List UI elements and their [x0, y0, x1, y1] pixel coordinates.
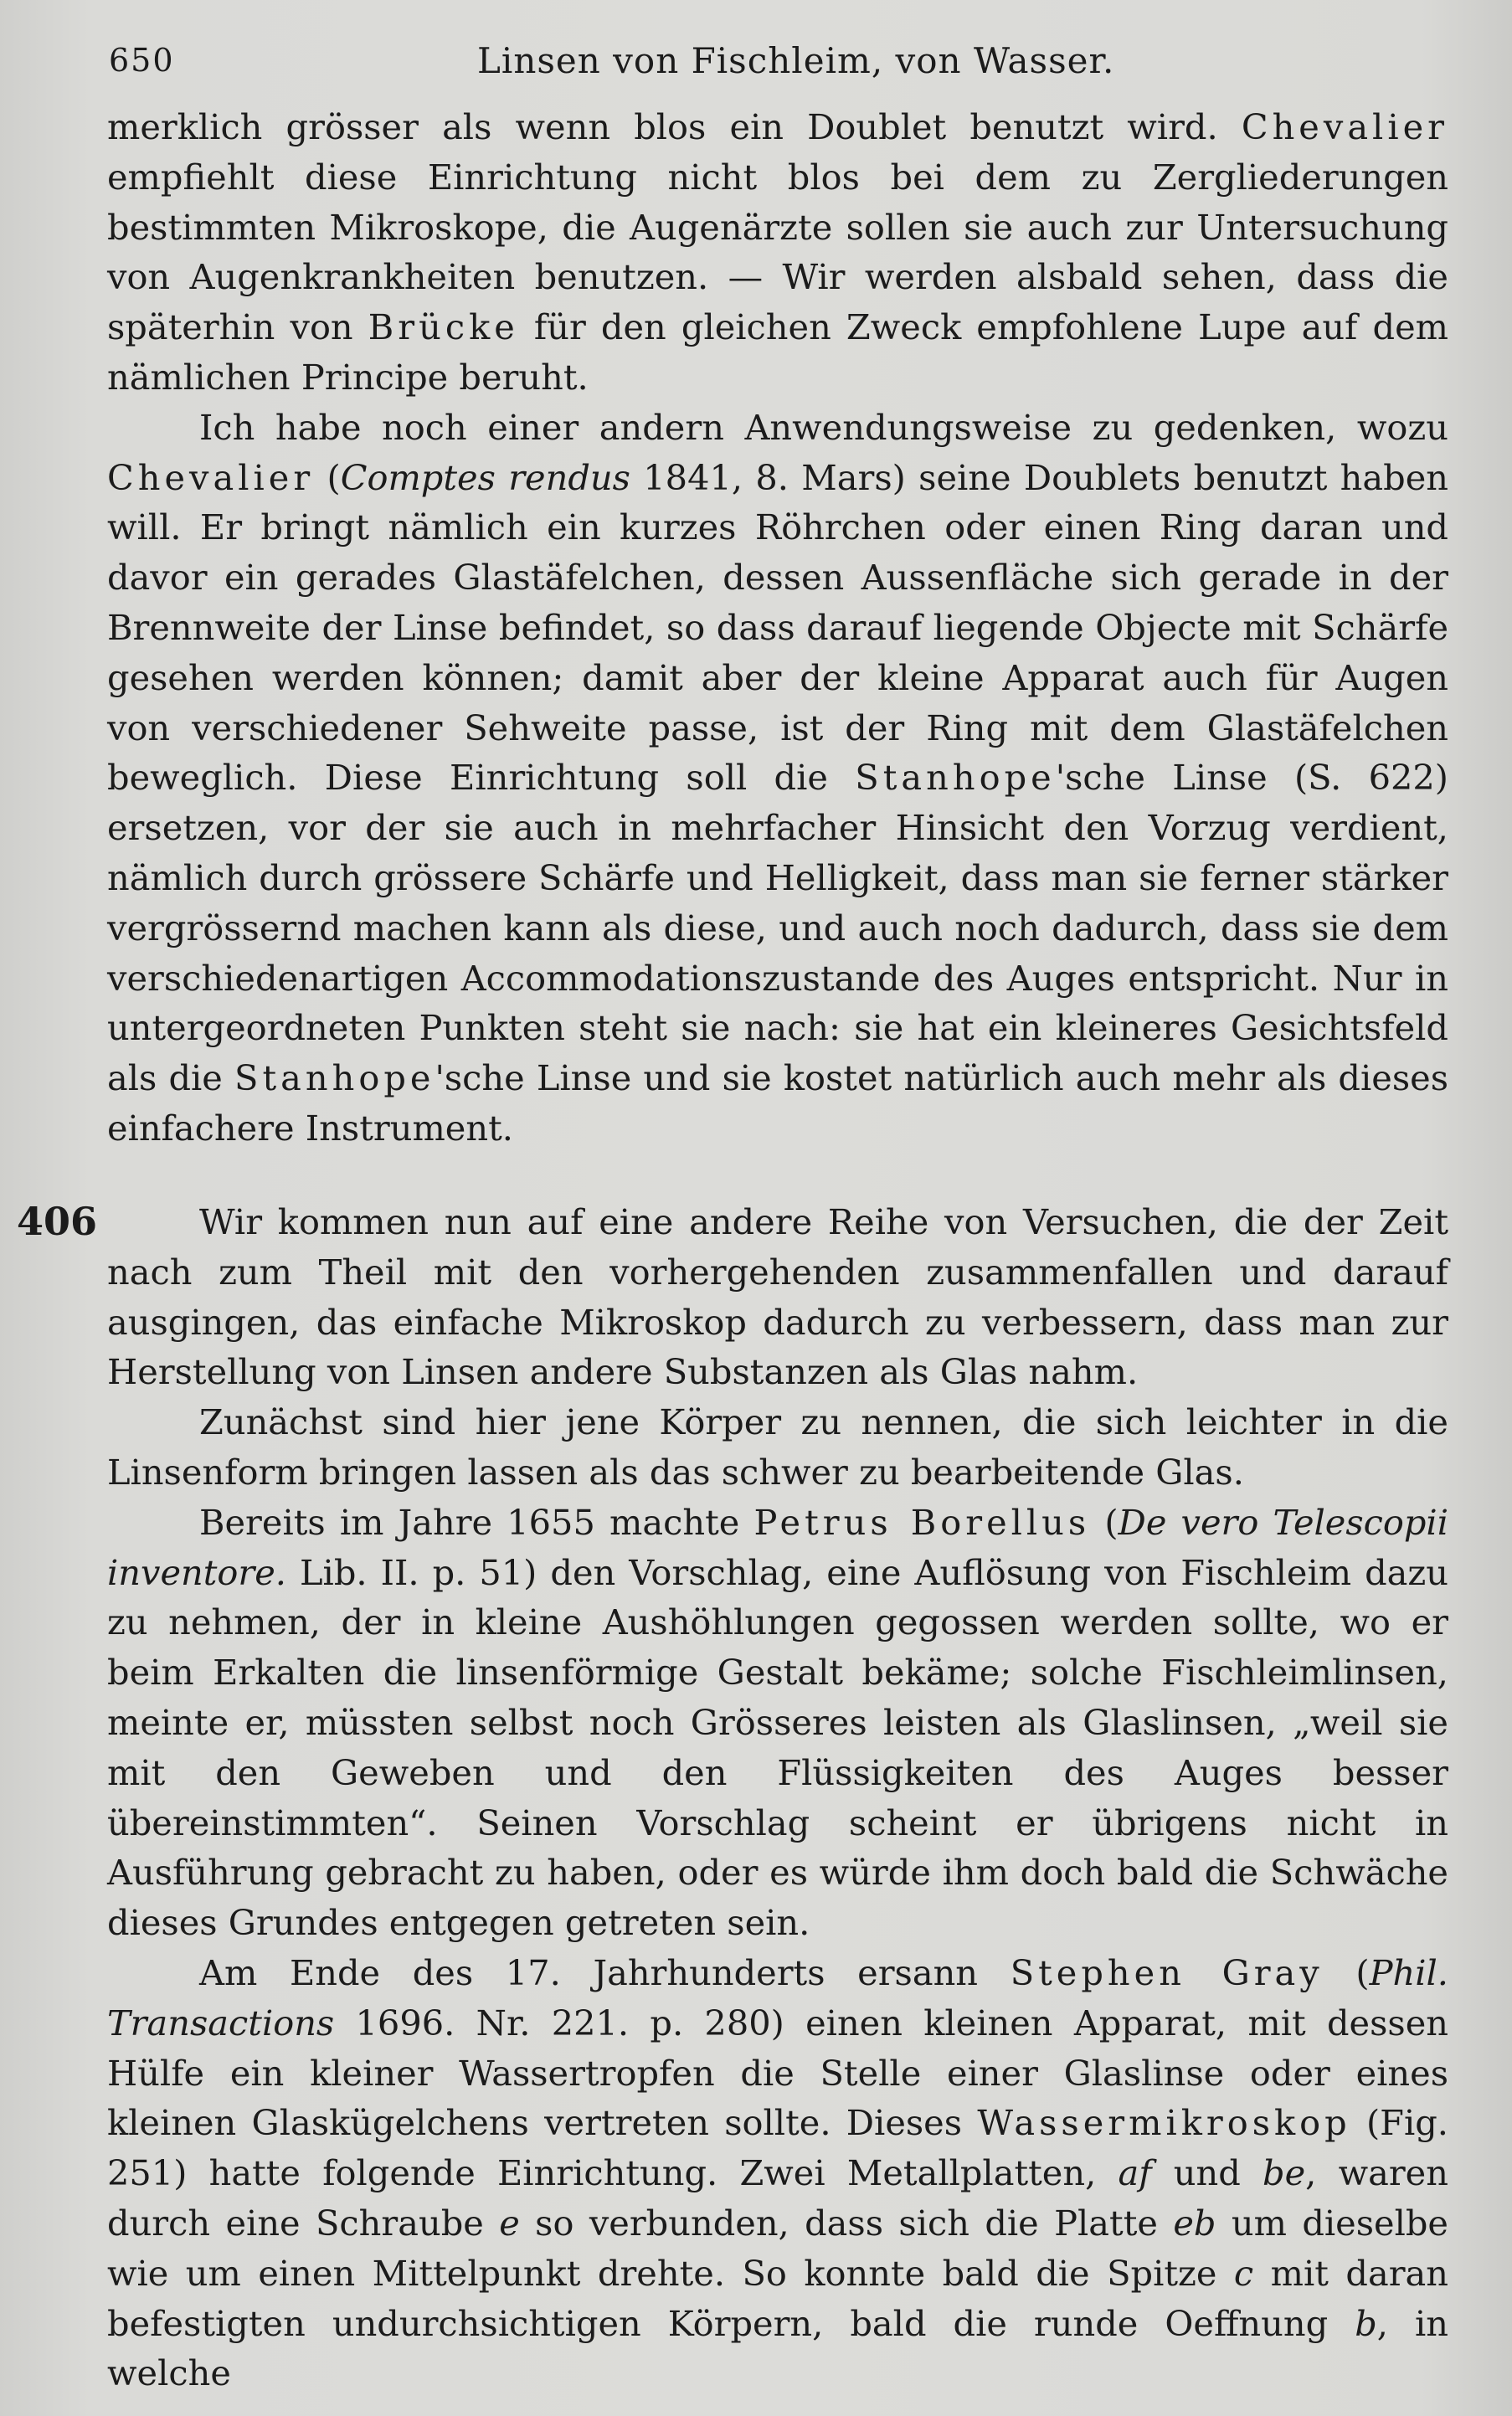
paragraph-2 — [107, 403, 1448, 1154]
text-block-lower — [107, 1197, 1448, 2398]
p5-text-a: Bereits im Jahre 1655 machte — [199, 1501, 740, 1543]
p1-name-bruecke: Brücke — [368, 306, 519, 348]
p6-text-k: , waren durch eine Schraube — [107, 2152, 1448, 2244]
paragraph-6 — [107, 1948, 1448, 2398]
p6-label-e: e — [499, 2202, 520, 2244]
p2-name-stanhope-2: Stanhope — [234, 1057, 435, 1099]
p5-citation-title: De vero Telescopii inventore. — [107, 1501, 1448, 1593]
p6-label-eb: eb — [1173, 2202, 1216, 2244]
p5-name-borellus: Petrus Borellus — [753, 1501, 1091, 1543]
p1-text-c: empfiehlt diese Einrichtung nicht blos bei dem zu Zergliederungen bestimmten Mikroskope, die Augenärzte sollen sie auch zur Untersuchung von Augenkrankheiten benutzen. — Wir werden alsbald sehen, dass die späterhin von — [107, 156, 1448, 348]
p5-paren: ( — [1104, 1501, 1119, 1543]
p6-citation-title: Phil. Transactions — [107, 1951, 1448, 2043]
p6-text-i: und — [1173, 2152, 1241, 2194]
p6-label-af: af — [1118, 2152, 1152, 2194]
p6-name-gray: Stephen Gray — [1010, 1951, 1324, 1993]
p6-text-m: so verbunden, dass sich die Platte — [535, 2202, 1158, 2244]
text-block-upper — [107, 102, 1448, 1154]
paragraph-4: Zunächst sind hier jene Körper zu nennen, die sich leichter in die Linsenform bringen lassen als das schwer zu bearbeitende Glas. — [107, 1401, 1448, 1493]
p1-text-e: für den gleichen Zweck empfohlene Lupe auf dem nämlichen Principe beruht. — [107, 306, 1448, 398]
p2-name-chevalier: Chevalier — [107, 456, 315, 498]
p2-text-e: 1841, 8. Mars) seine Doublets benutzt haben will. Er bringt nämlich ein kurzes Röhrchen oder einen Ring daran und davor ein gerades Glastäfelchen, dessen Aussenfläche sich gerade in der Brennweite der Linse befindet, so dass darauf liegende Objecte mit Schärfe gesehen werden können; damit aber der kleine Apparat auch für Augen von verschiedener Sehweite passe, ist der Ring mit dem Glastäfelchen beweglich. Diese Einrichtung soll die — [107, 456, 1449, 799]
p6-label-be: be — [1263, 2152, 1306, 2194]
p2-paren: ( — [327, 456, 341, 498]
p2-text-a: Ich habe noch einer andern Anwendungsweise zu gedenken, wozu — [199, 406, 1448, 448]
p6-term-wassermikroskop: Wassermikroskop — [977, 2102, 1351, 2144]
p6-paren: ( — [1355, 1951, 1370, 1993]
p6-label-b: b — [1355, 2302, 1377, 2344]
p5-text-e: Lib. II. p. 51) den Vorschlag, eine Auflösung von Fischleim dazu zu nehmen, der in kleine Aushöhlungen gegossen werden sollte, wo er beim Erkalten die linsenförmige Gestalt bekäme; solche Fischleimlinsen, meinte er, müssten selbst noch Grösseres leisten als Glaslinsen, „weil sie mit den Geweben und den Flüssigkeiten des Auges besser übereinstimmten“. Seinen Vorschlag scheint er übrigens nicht in Ausführung gebracht zu haben, oder es würde ihm doch bald die Schwäche dieses Grundes entgegen getreten sein. — [107, 1551, 1448, 1944]
paragraph-5 — [107, 1498, 1448, 1948]
p6-text-e: 1696. Nr. 221. p. 280) einen kleinen Apparat, mit dessen Hülfe ein kleiner Wassertropfen die Stelle einer Glaslinse oder eines kleinen Glaskügelchens vertreten sollte. Dieses — [107, 2002, 1448, 2144]
p6-label-c: c — [1233, 2252, 1254, 2294]
p6-text-o: um dieselbe wie um einen Mittelpunkt drehte. So konnte bald die Spitze — [107, 2202, 1448, 2294]
page-header — [109, 35, 1445, 85]
p2-name-stanhope-1: Stanhope — [855, 757, 1056, 799]
p2-citation-title: Comptes rendus — [340, 456, 630, 498]
p1-name-chevalier: Chevalier — [1241, 106, 1448, 147]
p6-text-s: , in welche — [107, 2302, 1448, 2394]
p2-text-i: 'sche Linse und sie kostet natürlich auch mehr als dieses einfachere Instrument. — [107, 1057, 1448, 1149]
p6-text-g: (Fig. 251) hatte folgende Einrichtung. Zwei Metallplatten, — [107, 2102, 1448, 2194]
paragraph-3: Wir kommen nun auf eine andere Reihe von Versuchen, die der Zeit nach zum Theil mit den vorhergehenden zusammenfallen und darauf ausgingen, das einfache Mikroskop dadurch zu verbessern, dass man zur Herstellung von Linsen andere Substanzen als Glas nahm. — [107, 1201, 1448, 1393]
running-title: Linsen von Fischleim, von Wasser. — [477, 40, 1115, 81]
p1-text-a: merklich grösser als wenn blos ein Doublet benutzt wird. — [107, 106, 1218, 147]
p2-text-g: 'sche Linse (S. 622) ersetzen, vor der sie auch in mehrfacher Hinsicht den Vorzug verdient, nämlich durch grössere Schärfe und Helligkeit, dass man sie ferner stärker vergrössernd machen kann als diese, und auch noch dadurch, dass sie dem verschiedenartigen Accommodationszustande des Auges entspricht. Nur in untergeordneten Punkten steht sie nach: sie hat ein kleineres Gesichtsfeld als die — [107, 757, 1448, 1099]
paragraph-1 — [107, 102, 1448, 403]
p6-text-q: mit daran befestigten undurchsichtigen Körpern, bald die runde Oeffnung — [107, 2252, 1449, 2344]
p6-text-a: Am Ende des 17. Jahrhunderts ersann — [199, 1951, 979, 1993]
margin-section-number: 406 — [17, 1199, 98, 1244]
page-number: 650 — [109, 42, 175, 79]
